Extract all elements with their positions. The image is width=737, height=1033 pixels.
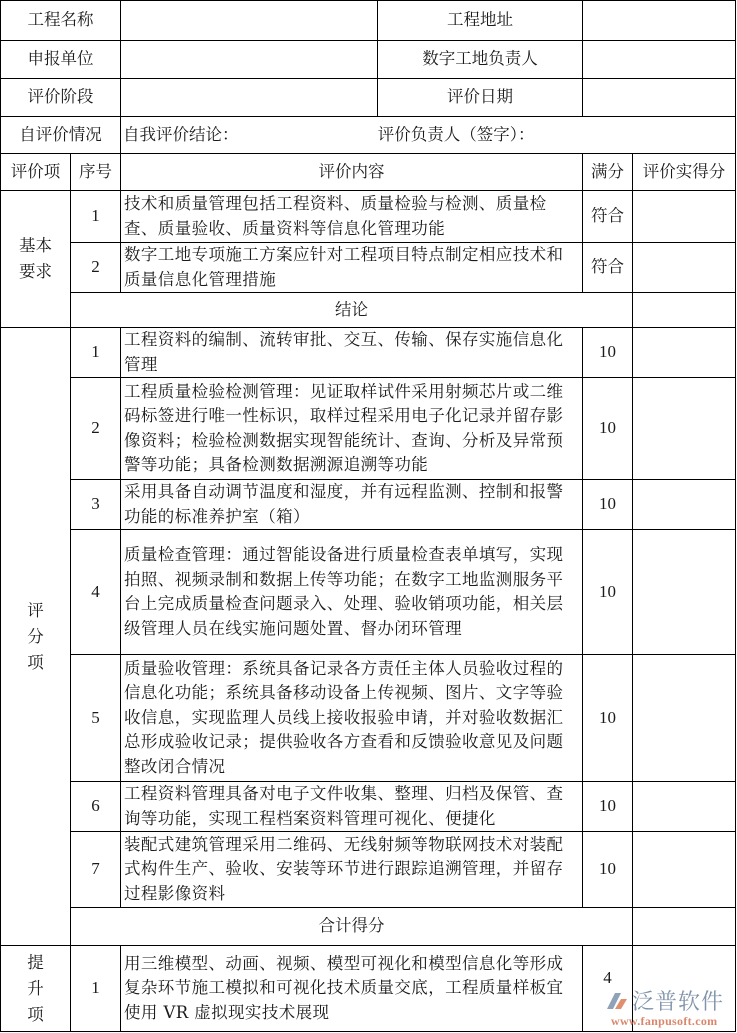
table-row <box>1 655 736 782</box>
digital-site-lead-label: 数字工地负责人 <box>378 41 583 79</box>
project-name-field[interactable] <box>121 1 378 41</box>
row-content: 用三维模型、动画、视频、模型可视化和模型信息化等形成复杂环节施工模拟和可视化技术质量交底，工程质量样板宜使用 VR 虚拟现实技术展现 <box>121 946 583 1032</box>
row-full-score: 10 <box>583 530 633 655</box>
col-header-item: 评价项 <box>1 154 71 191</box>
row-actual-score[interactable] <box>633 655 736 782</box>
row-full-score: 10 <box>583 655 633 782</box>
row-seq: 6 <box>71 782 121 832</box>
row-full-score: 符合 <box>583 191 633 243</box>
project-address-label: 工程地址 <box>378 1 583 41</box>
table-row <box>1 378 736 480</box>
self-eval-signer-label: 评价负责人（签字）： <box>377 124 535 144</box>
row-actual-score[interactable] <box>633 530 736 655</box>
row-content: 数字工地专项施工方案应针对工程项目特点制定相应技术和质量信息化管理措施 <box>121 243 583 293</box>
row-seq: 2 <box>71 378 121 480</box>
row-seq: 4 <box>71 530 121 655</box>
table-row <box>1 832 736 908</box>
self-eval-field[interactable] <box>121 117 736 154</box>
eval-date-label: 评价日期 <box>378 79 583 117</box>
eval-stage-field[interactable] <box>121 79 378 117</box>
row-actual-score[interactable] <box>633 378 736 480</box>
row-content: 质量检查管理：通过智能设备进行质量检查表单填写，实现拍照、视频录制和数据上传等功能；在数字工地监测服务平台上完成质量检查问题录入、处理、验收销项功能，相关层级管理人员在线实施问题处置、督办闭环管理 <box>121 530 583 655</box>
table-row <box>1 530 736 655</box>
group-scoring-label: 评 分 项 <box>1 328 71 946</box>
digital-site-lead-field[interactable] <box>583 41 736 79</box>
row-content: 质量验收管理：系统具备记录各方责任主体人员验收过程的信息化功能；系统具备移动设备上传视频、图片、文字等验收信息，实现监理人员线上接收报验申请，并对验收数据汇总形成验收记录；提供验收各方查看和反馈验收意见及问题整改闭合情况 <box>121 655 583 782</box>
row-full-score: 10 <box>583 480 633 530</box>
summary-row <box>1 293 736 328</box>
row-actual-score[interactable] <box>633 832 736 908</box>
table-row <box>1 328 736 378</box>
applicant-label: 申报单位 <box>1 41 121 79</box>
basic-conclusion-label: 结论 <box>71 293 633 328</box>
row-full-score: 10 <box>583 832 633 908</box>
row-content: 工程质量检验检测管理：见证取样试件采用射频芯片或二维码标签进行唯一性标识，取样过程采用电子化记录并留存影像资料；检验检测数据实现智能统计、查询、分析及异常预警等功能；具备检测数据溯源追溯等功能 <box>121 378 583 480</box>
col-header-seq: 序号 <box>71 154 121 191</box>
col-header-content: 评价内容 <box>121 154 583 191</box>
row-content: 采用具备自动调节温度和湿度，并有远程监测、控制和报警功能的标准养护室（箱） <box>121 480 583 530</box>
group-basic-label: 基本 要求 <box>1 191 71 328</box>
basic-conclusion-field[interactable] <box>633 293 736 328</box>
row-seq: 1 <box>71 328 121 378</box>
summary-row <box>1 908 736 946</box>
col-header-full-score: 满分 <box>583 154 633 191</box>
row-full-score: 10 <box>583 782 633 832</box>
row-full-score: 10 <box>583 378 633 480</box>
row-seq: 3 <box>71 480 121 530</box>
table-row <box>1 946 736 1032</box>
row-full-score: 符合 <box>583 243 633 293</box>
row-seq: 5 <box>71 655 121 782</box>
row-actual-score[interactable] <box>633 782 736 832</box>
group-upgrade-label: 提 升 项 <box>1 946 71 1032</box>
row-seq: 2 <box>71 243 121 293</box>
row-full-score: 4 <box>583 946 633 1032</box>
row-actual-score[interactable] <box>633 328 736 378</box>
table-row <box>1 480 736 530</box>
table-row <box>1 191 736 243</box>
row-content: 装配式建筑管理采用二维码、无线射频等物联网技术对装配式构件生产、验收、安装等环节进行跟踪追溯管理，并留存过程影像资料 <box>121 832 583 908</box>
total-score-field[interactable] <box>633 908 736 946</box>
table-row <box>1 243 736 293</box>
row-actual-score[interactable] <box>633 480 736 530</box>
table-row <box>1 782 736 832</box>
row-content: 工程资料管理具备对电子文件收集、整理、归档及保管、查询等功能，实现工程档案资料管理可视化、便捷化 <box>121 782 583 832</box>
eval-stage-label: 评价阶段 <box>1 79 121 117</box>
row-actual-score[interactable] <box>633 946 736 1032</box>
eval-date-field[interactable] <box>583 79 736 117</box>
self-eval-conclusion-label: 自我评价结论： <box>123 124 239 144</box>
self-eval-label: 自评价情况 <box>1 117 121 154</box>
row-seq: 7 <box>71 832 121 908</box>
applicant-field[interactable] <box>121 41 378 79</box>
row-seq: 1 <box>71 946 121 1032</box>
row-actual-score[interactable] <box>633 191 736 243</box>
row-content: 技术和质量管理包括工程资料、质量检验与检测、质量检查、质量验收、质量资料等信息化管理功能 <box>121 191 583 243</box>
project-name-label: 工程名称 <box>1 1 121 41</box>
total-score-label: 合计得分 <box>71 908 633 946</box>
row-full-score: 10 <box>583 328 633 378</box>
row-content: 工程资料的编制、流转审批、交互、传输、保存实施信息化管理 <box>121 328 583 378</box>
col-header-actual-score: 评价实得分 <box>633 154 736 191</box>
watermark-brand: 泛普软件 <box>632 990 725 1015</box>
row-seq: 1 <box>71 191 121 243</box>
project-address-field[interactable] <box>583 1 736 41</box>
watermark-url: www.fanpusoft.com <box>611 1014 718 1028</box>
row-actual-score[interactable] <box>633 243 736 293</box>
